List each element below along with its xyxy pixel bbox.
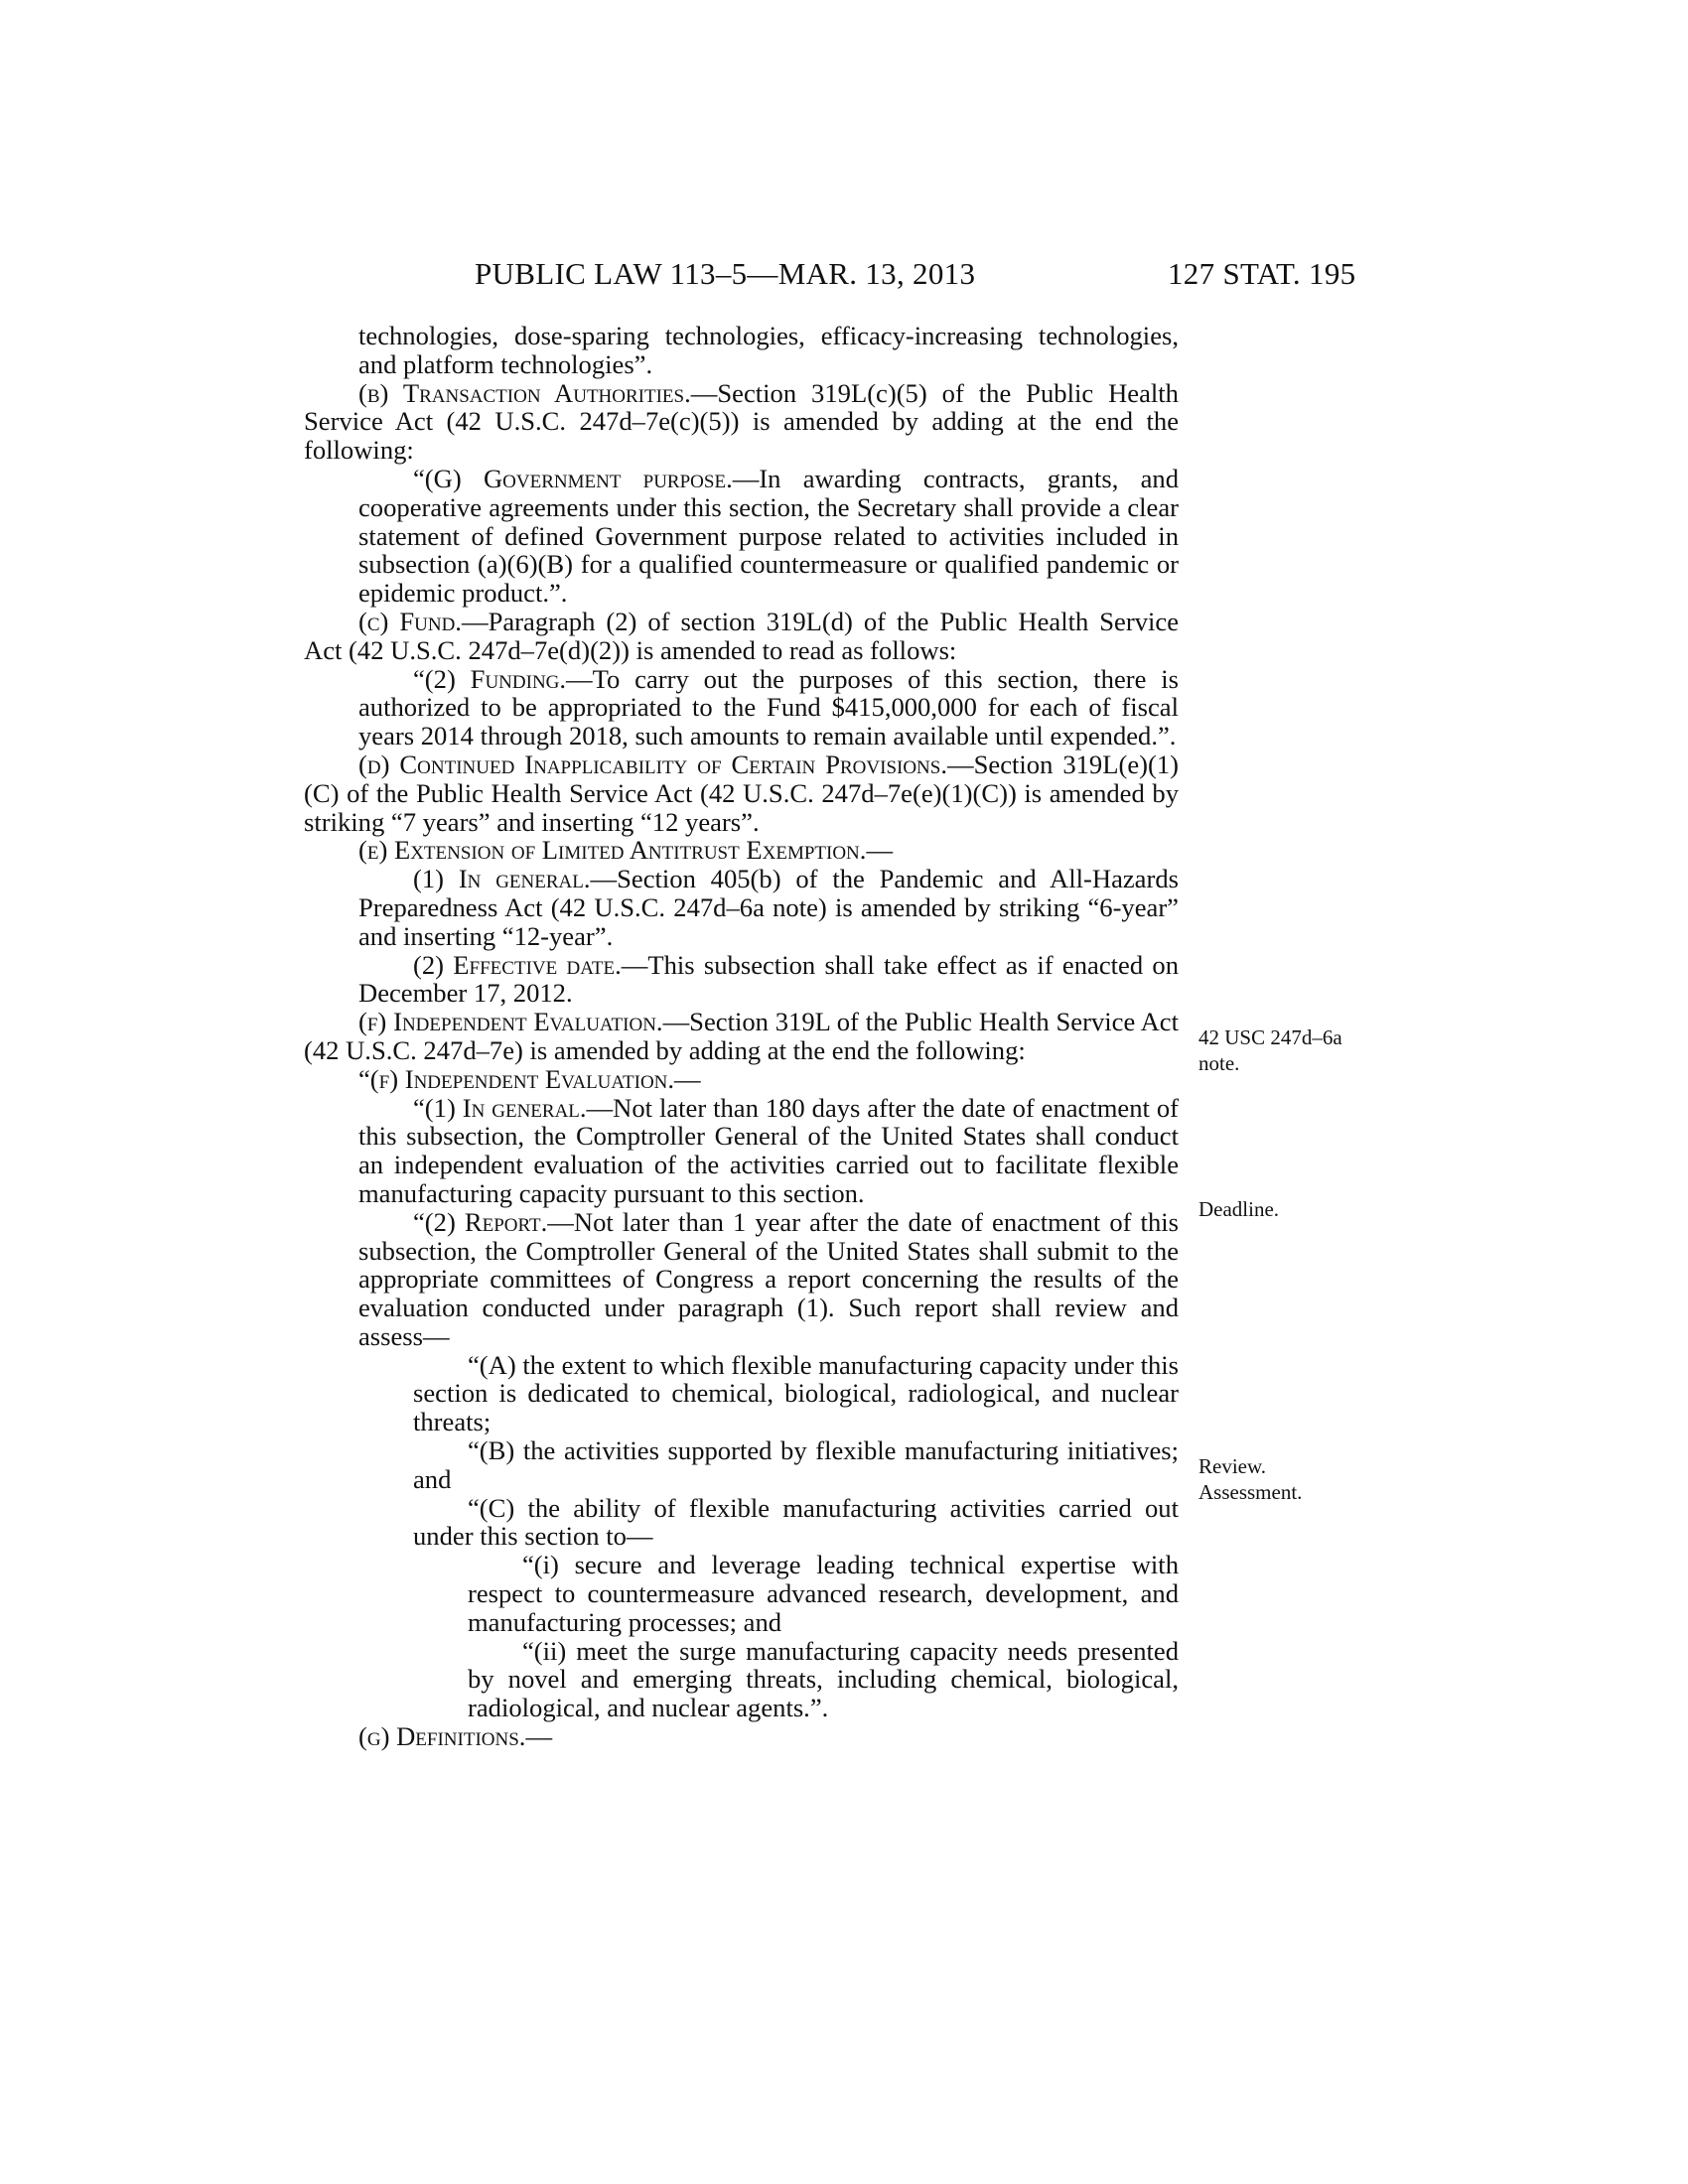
paragraph-text: “(i) secure and leverage leading technical expertise with respect to countermeasure advanced research, development, and manufacturing processes; and — [468, 1550, 1179, 1637]
paragraph-2-funding — [304, 665, 1179, 751]
paragraph-text: “(C) the ability of flexible manufacturing activities carried out under this section to— — [413, 1492, 1179, 1552]
paragraph-heading: “(2) Funding. — [413, 663, 567, 694]
paragraph-text: technologies, dose-sparing technologies, efficacy-increasing technologies, and platform technologies”. — [358, 321, 1179, 379]
paragraph-text: — — [525, 1721, 553, 1752]
paragraph-text: —In awarding contracts, grants, and cooperative agreements under this section, the Secretary shall provide a clear statement of defined Government purpose related to activities included in subsection (a)(6)(B) for a qualified countermeasure or qualified pandemic or epidemic product.”. — [358, 463, 1179, 609]
paragraph-b-transaction-authorities — [304, 379, 1179, 465]
paragraph-heading: (b) Transaction Authorities. — [358, 377, 691, 408]
paragraph-quoted-f-heading — [304, 1065, 1179, 1094]
paragraph-heading: (g) Definitions. — [358, 1721, 526, 1752]
paragraph-text: —Section 319L(e)(1)(C) of the Public Health Service Act (42 U.S.C. 247d–7e(e)(1)(C)) is amended by striking “7 years” and inserting “12 years”. — [304, 749, 1179, 837]
paragraph-e2-effective-date — [304, 951, 1179, 1009]
paragraph-text: —Not later than 1 year after the date of enactment of this subsection, the Comptroller General of the United States shall submit to the appropriate committees of Congress a report concerning the results of the evaluation conducted under paragraph (1). Such report shall review and assess— — [358, 1206, 1179, 1351]
paragraph-heading: “(G) Government purpose. — [413, 463, 733, 493]
paragraph-text: — — [866, 835, 894, 866]
margin-note-line: Deadline. — [1198, 1197, 1280, 1221]
margin-note-line: note. — [1198, 1051, 1240, 1075]
running-header-title: PUBLIC LAW 113–5—MAR. 13, 2013 — [475, 256, 976, 291]
paragraph-c-fund — [304, 608, 1179, 665]
margin-note-deadline — [1198, 1196, 1387, 1222]
paragraph-subpara-b — [304, 1436, 1179, 1494]
paragraph-f2-report — [304, 1208, 1179, 1351]
paragraph-text: —Section 319L(c)(5) of the Public Health Service Act (42 U.S.C. 247d–7e(c)(5)) is amended by adding at the end the following: — [304, 377, 1179, 466]
paragraph-heading: “(f) Independent Evaluation. — [358, 1063, 675, 1094]
paragraph-g-government-purpose — [304, 465, 1179, 608]
paragraph-heading: “(2) Report. — [413, 1206, 548, 1237]
margin-note-line: Review. — [1198, 1454, 1267, 1478]
paragraph-subpara-a — [304, 1351, 1179, 1436]
margin-note-usc — [1198, 1024, 1387, 1076]
paragraph-clause-i — [304, 1551, 1179, 1636]
paragraph-text: —This subsection shall take effect as if enacted on December 17, 2012. — [358, 949, 1180, 1009]
paragraph-clause-ii — [304, 1637, 1179, 1722]
page-number: 127 STAT. 195 — [1168, 256, 1356, 291]
paragraph-text: “(ii) meet the surge manufacturing capacity needs presented by novel and emerging threats, including chemical, biological, radiological, and nuclear agents.”. — [468, 1635, 1179, 1723]
paragraph-f1-in-general — [304, 1094, 1179, 1208]
paragraph-heading: (2) Effective date. — [413, 949, 622, 980]
paragraph-text: —Section 319L of the Public Health Service Act (42 U.S.C. 247d–7e) is amended by adding at the end the following: — [304, 1007, 1179, 1065]
paragraph-heading: (f) Independent Evaluation. — [358, 1007, 663, 1037]
margin-note-review-assessment — [1198, 1453, 1387, 1505]
paragraph-continuation — [304, 322, 1179, 379]
paragraph-heading: (c) Fund. — [358, 606, 462, 636]
paragraph-d-continued-inapplicability — [304, 751, 1179, 836]
paragraph-text: — — [674, 1063, 701, 1094]
paragraph-text: —Section 405(b) of the Pandemic and All-Hazards Preparedness Act (42 U.S.C. 247d–6a note) is amended by striking “6-year” and inserting “12-year”. — [358, 864, 1179, 951]
paragraph-heading: (d) Continued Inapplicability of Certain Provisions. — [358, 749, 947, 779]
paragraph-text: —To carry out the purposes of this section, there is authorized to be appropriated to the Fund $415,000,000 for each of fiscal years 2014 through 2018, such amounts to remain available until expended.”. — [358, 663, 1179, 751]
paragraph-text: —Paragraph (2) of section 319L(d) of the Public Health Service Act (42 U.S.C. 247d–7e(d)(2)) is amended to read as follows: — [304, 606, 1179, 665]
paragraph-e-extension-antitrust — [304, 836, 1179, 865]
document-body — [304, 322, 1179, 1751]
paragraph-text: “(A) the extent to which flexible manufacturing capacity under this section is dedicated to chemical, biological, radiological, and nuclear threats; — [413, 1349, 1179, 1437]
paragraph-heading: “(1) In general. — [413, 1092, 587, 1123]
paragraph-e1-in-general — [304, 865, 1179, 950]
paragraph-subpara-c — [304, 1494, 1179, 1552]
paragraph-heading: (1) In general. — [413, 864, 591, 894]
paragraph-text: “(B) the activities supported by flexible manufacturing initiatives; and — [413, 1435, 1179, 1494]
paragraph-g-definitions — [304, 1722, 1179, 1751]
margin-note-line: Assessment. — [1198, 1480, 1303, 1504]
margin-note-line: 42 USC 247d–6a — [1198, 1025, 1342, 1049]
paragraph-f-independent-evaluation — [304, 1008, 1179, 1065]
paragraph-heading: (e) Extension of Limited Antitrust Exemption. — [358, 835, 867, 866]
paragraph-text: —Not later than 180 days after the date of enactment of this subsection, the Comptroller General of the United States shall conduct an independent evaluation of the activities carried out to facilitate flexible manufacturing capacity pursuant to this section. — [358, 1092, 1179, 1208]
